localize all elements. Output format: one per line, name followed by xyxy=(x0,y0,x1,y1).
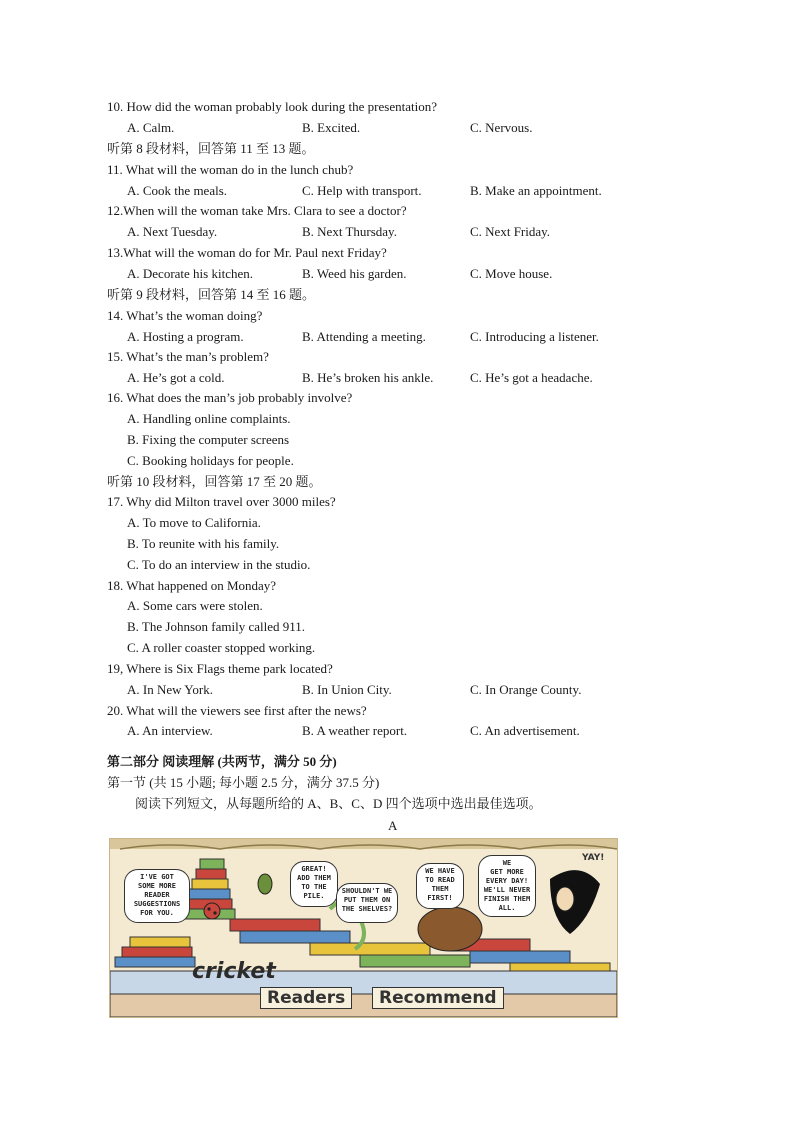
question-16-option-a: A. Handling online complaints. xyxy=(127,411,291,426)
question-17-option-c: C. To do an interview in the studio. xyxy=(127,557,311,572)
question-10-option-c: C. Nervous. xyxy=(470,120,533,135)
question-20-stem: 20. What will the viewers see first after the news? xyxy=(107,703,367,718)
banner-word-cricket: cricket xyxy=(192,959,276,984)
banner-top-border xyxy=(110,839,617,849)
reading-instruction: 阅读下列短文，从每题所给的 A、B、C、D 四个选项中选出最佳选项。 xyxy=(135,796,542,811)
question-13-option-a: A. Decorate his kitchen. xyxy=(127,266,253,281)
question-12-option-b: B. Next Thursday. xyxy=(302,224,397,239)
question-11-stem: 11. What will the woman do in the lunch chub? xyxy=(107,162,354,177)
question-20-option-b: B. A weather report. xyxy=(302,723,408,738)
question-18-option-b: B. The Johnson family called 911. xyxy=(127,619,306,634)
question-17-option-b: B. To reunite with his family. xyxy=(127,536,280,551)
question-11-option-a: A. Cook the meals. xyxy=(127,183,228,198)
question-12-option-a: A. Next Tuesday. xyxy=(127,224,218,239)
question-19-option-c: C. In Orange County. xyxy=(470,682,582,697)
speech-bubble-1: I'VE GOT SOME MORE READER SUGGESTIONS FOR YOU. xyxy=(124,869,190,923)
question-20-option-c: C. An advertisement. xyxy=(470,723,580,738)
ladybug xyxy=(204,903,220,919)
question-14-option-a: A. Hosting a program. xyxy=(127,329,244,344)
question-16-stem: 16. What does the man’s job probably involve? xyxy=(107,390,353,405)
yay-text: YAY! xyxy=(582,853,605,863)
speech-bubble-5: WE GET MORE EVERY DAY! WE'LL NEVER FINISH THEM ALL. xyxy=(478,855,536,917)
question-13-stem: 13.What will the woman do for Mr. Paul next Friday? xyxy=(107,245,387,260)
question-14-option-b: B. Attending a meeting. xyxy=(302,329,426,344)
brown-creature xyxy=(418,907,482,951)
speech-bubble-3: SHOULDN'T WE PUT THEM ON THE SHELVES? xyxy=(336,883,398,923)
banner-word-readers: Readers xyxy=(260,987,352,1009)
question-19-stem: 19, Where is Six Flags theme park located? xyxy=(107,661,333,676)
question-14-option-c: C. Introducing a listener. xyxy=(470,329,599,344)
question-17-stem: 17. Why did Milton travel over 3000 miles? xyxy=(107,494,336,509)
question-13-option-c: C. Move house. xyxy=(470,266,553,281)
question-15-option-b: B. He’s broken his ankle. xyxy=(302,370,434,385)
section-9-instruction: 听第 9 段材料，回答第 14 至 16 题。 xyxy=(107,287,316,302)
question-18-option-c: C. A roller coaster stopped working. xyxy=(127,640,316,655)
question-20-option-a: A. An interview. xyxy=(127,723,213,738)
question-18-option-a: A. Some cars were stolen. xyxy=(127,598,263,613)
question-17-option-a: A. To move to California. xyxy=(127,515,261,530)
section-8-instruction: 听第 8 段材料，回答第 11 至 13 题。 xyxy=(107,141,315,156)
question-10-option-b: B. Excited. xyxy=(302,120,361,135)
cricket-character xyxy=(258,874,272,894)
passage-label: A xyxy=(388,818,398,833)
question-18-stem: 18. What happened on Monday? xyxy=(107,578,277,593)
question-19-option-a: A. In New York. xyxy=(127,682,213,697)
part-2-heading: 第二部分 阅读理解 (共两节，满分 50 分) xyxy=(107,754,337,769)
question-15-option-a: A. He’s got a cold. xyxy=(127,370,225,385)
question-11-option-c: B. Make an appointment. xyxy=(470,183,602,198)
section-1-heading: 第一节 (共 15 小题; 每小题 2.5 分，满分 37.5 分) xyxy=(107,775,380,790)
question-12-stem: 12.When will the woman take Mrs. Clara to see a doctor? xyxy=(107,203,407,218)
question-13-option-b: B. Weed his garden. xyxy=(302,266,407,281)
question-15-stem: 15. What’s the man’s problem? xyxy=(107,349,269,364)
question-11-option-b: C. Help with transport. xyxy=(302,183,422,198)
question-10-option-a: A. Calm. xyxy=(127,120,175,135)
question-10-stem: 10. How did the woman probably look during the presentation? xyxy=(107,99,437,114)
speech-bubble-4: WE HAVE TO READ THEM FIRST! xyxy=(416,863,464,909)
question-12-option-c: C. Next Friday. xyxy=(470,224,551,239)
question-14-stem: 14. What’s the woman doing? xyxy=(107,308,263,323)
banner-word-recommend: Recommend xyxy=(372,987,504,1009)
section-10-instruction: 听第 10 段材料，回答第 17 至 20 题。 xyxy=(107,474,322,489)
question-16-option-c: C. Booking holidays for people. xyxy=(127,453,294,468)
cricket-readers-recommend-banner xyxy=(109,838,618,1018)
speech-bubble-2: GREAT! ADD THEM TO THE PILE. xyxy=(290,861,338,907)
question-16-option-b: B. Fixing the computer screens xyxy=(127,432,290,447)
question-15-option-c: C. He’s got a headache. xyxy=(470,370,593,385)
banner-illustration xyxy=(110,839,617,1017)
question-19-option-b: B. In Union City. xyxy=(302,682,392,697)
